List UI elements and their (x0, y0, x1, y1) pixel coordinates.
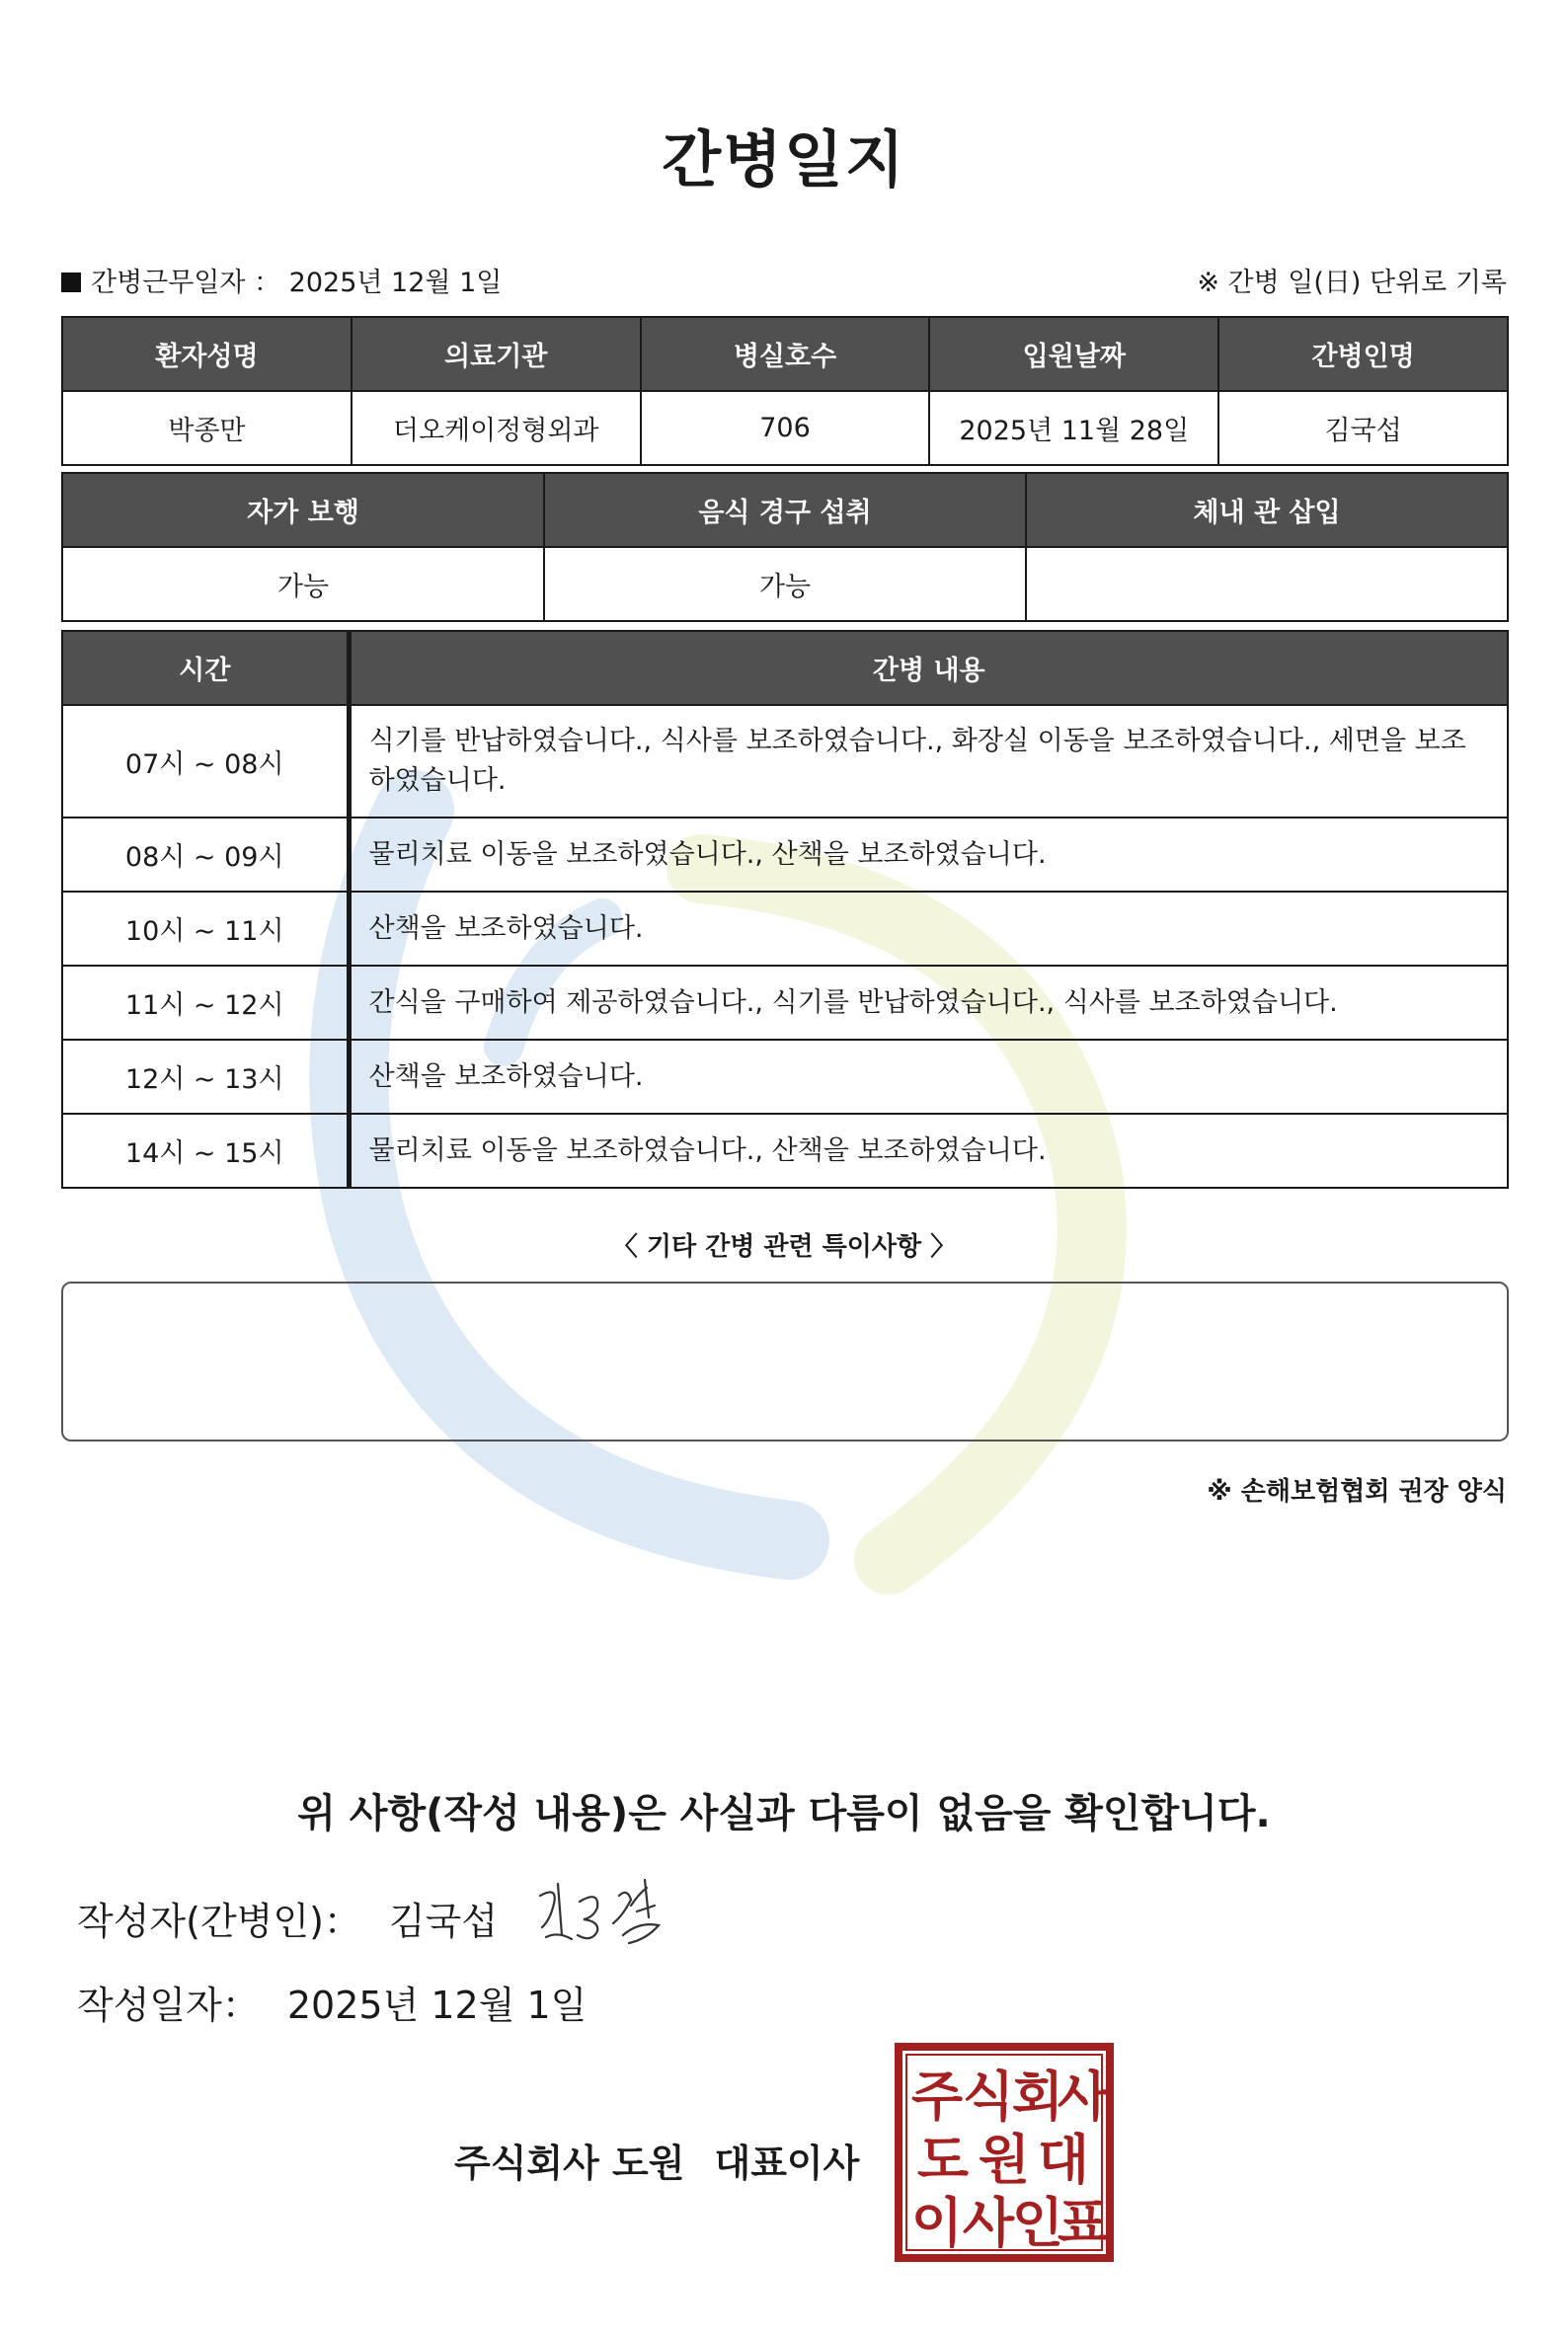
care-log-table (61, 630, 1509, 1189)
svg-text:원: 원 (978, 2129, 1031, 2191)
company-name: 주식회사 도원 (454, 2142, 685, 2185)
svg-text:사: 사 (1057, 2065, 1110, 2128)
patient-name: 박종만 (62, 391, 352, 465)
written-date-label: 작성일자： (77, 1984, 260, 2027)
svg-text:주: 주 (910, 2065, 964, 2128)
header-oral-intake: 음식 경구 섭취 (544, 473, 1026, 547)
svg-text:회: 회 (1011, 2065, 1064, 2128)
work-date-value: 2025년 12월 1일 (288, 268, 503, 298)
svg-text:사: 사 (962, 2192, 1015, 2254)
work-date-line (61, 261, 502, 299)
patient-info-table (61, 316, 1509, 466)
patient-status-table (61, 472, 1509, 622)
writer-name: 김국섭 (388, 1900, 499, 1943)
table-row (62, 892, 1508, 966)
log-content: 간식을 구매하여 제공하였습니다., 식기를 반납하였습니다., 식사를 보조하였습니다. (349, 966, 1508, 1040)
header-hospital: 의료기관 (352, 317, 641, 391)
unit-note: ※ 간병 일(日) 단위로 기록 (1197, 268, 1507, 298)
writer-line (77, 1891, 498, 1945)
log-content: 식기를 반납하였습니다., 식사를 보조하였습니다., 화장실 이동을 보조하였습니다., 세면을 보조하였습니다. (349, 705, 1508, 818)
log-content: 물리치료 이동을 보조하였습니다., 산책을 보조하였습니다. (349, 1114, 1508, 1188)
table-row (62, 1040, 1508, 1114)
log-time: 11시 ~ 12시 (62, 966, 349, 1040)
log-content: 산책을 보조하였습니다. (349, 1040, 1508, 1114)
header-self-walking: 자가 보행 (62, 473, 544, 547)
writer-label: 작성자(간병인)： (77, 1900, 361, 1943)
ceo-title: 대표이사 (714, 2142, 860, 2185)
written-date-line (77, 1975, 587, 2029)
log-time: 08시 ~ 09시 (62, 818, 349, 892)
header-time: 시간 (62, 631, 349, 705)
svg-text:대: 대 (1037, 2129, 1090, 2191)
confirmation-statement: 위 사항(작성 내용)은 사실과 다름이 없음을 확인합니다. (297, 1791, 1271, 1836)
header-patient-name: 환자성명 (62, 317, 352, 391)
header-room-number: 병실호수 (641, 317, 930, 391)
form-source-note: ※ 손해보험협회 권장 양식 (1207, 1477, 1507, 1507)
notes-box (61, 1282, 1509, 1442)
log-time: 10시 ~ 11시 (62, 892, 349, 966)
document-title: 간병일지 (662, 123, 906, 195)
log-time: 12시 ~ 13시 (62, 1040, 349, 1114)
work-date-label: 간병근무일자 ： (91, 268, 281, 298)
header-care-content: 간병 내용 (349, 631, 1508, 705)
self-walking-value: 가능 (62, 547, 544, 621)
caregiver-name: 김국섭 (1218, 391, 1508, 465)
admission-date: 2025년 11월 28일 (929, 391, 1218, 465)
table-row (62, 818, 1508, 892)
svg-text:표: 표 (1057, 2192, 1110, 2254)
tube-insertion-value (1026, 547, 1508, 621)
svg-text:인: 인 (1011, 2192, 1064, 2254)
oral-intake-value: 가능 (544, 547, 1026, 621)
svg-text:도: 도 (916, 2129, 970, 2191)
company-signature-line (454, 2133, 859, 2187)
log-content: 산책을 보조하였습니다. (349, 892, 1508, 966)
handwritten-signature (528, 1866, 686, 1955)
svg-text:식: 식 (962, 2065, 1015, 2128)
header-caregiver-name: 간병인명 (1218, 317, 1508, 391)
log-time: 07시 ~ 08시 (62, 705, 349, 818)
table-row (62, 966, 1508, 1040)
notes-title: 〈 기타 간병 관련 특이사항 〉 (611, 1232, 957, 1262)
table-row (62, 1114, 1508, 1188)
room-number: 706 (641, 391, 930, 465)
log-content: 물리치료 이동을 보조하였습니다., 산책을 보조하였습니다. (349, 818, 1508, 892)
log-time: 14시 ~ 15시 (62, 1114, 349, 1188)
square-bullet-icon (61, 273, 81, 292)
header-admission-date: 입원날짜 (929, 317, 1218, 391)
hospital-name: 더오케이정형외과 (352, 391, 641, 465)
header-tube-insertion: 체내 관 삽입 (1026, 473, 1508, 547)
written-date-value: 2025년 12월 1일 (286, 1984, 588, 2027)
svg-text:이: 이 (910, 2192, 964, 2254)
company-seal-stamp (894, 2042, 1115, 2263)
table-row (62, 705, 1508, 818)
